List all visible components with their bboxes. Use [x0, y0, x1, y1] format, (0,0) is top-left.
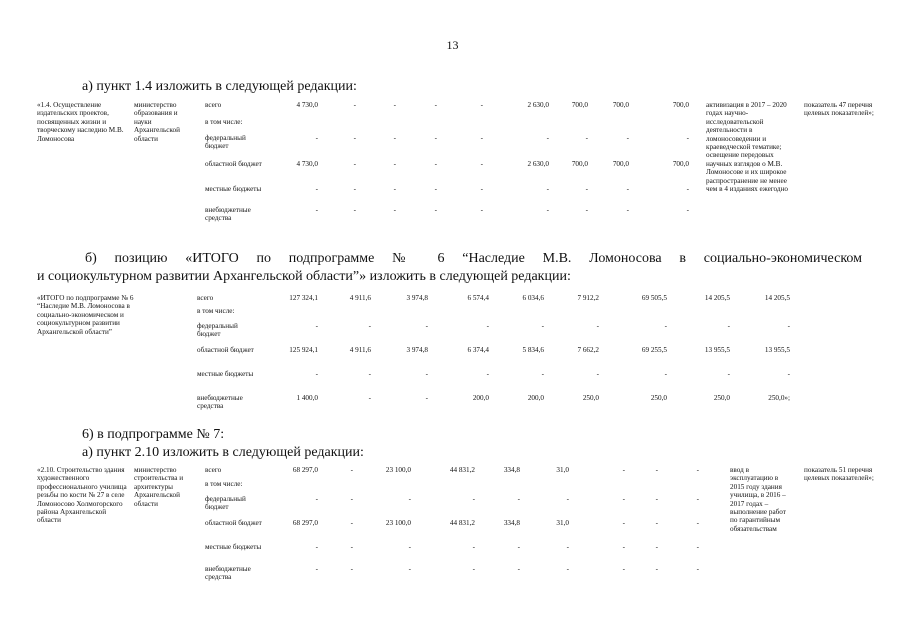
s3-reg-cell-8: - — [655, 519, 658, 527]
s2-label-fed: федеральный бюджет — [197, 322, 238, 339]
s1-reg-cell-4: - — [434, 160, 437, 168]
s1-loc-cell-1: - — [315, 185, 318, 193]
s2-ext-cell-4: 200,0 — [472, 394, 489, 402]
s3-fed-cell-1: - — [315, 495, 318, 503]
s3-ext-cell-5: - — [517, 565, 520, 573]
s2-reg-cell-7: 69 255,5 — [641, 346, 667, 354]
s1-loc-cell-9: - — [686, 185, 689, 193]
s2-label-ext: внебюджетные средства — [197, 394, 243, 411]
s2-total-cell-9: 14 205,5 — [764, 294, 790, 302]
s1-loc-cell-7: - — [585, 185, 588, 193]
s2-loc-cell-3: - — [425, 370, 428, 378]
s1-total-cell-6: 2 630,0 — [527, 101, 549, 109]
s1-reg-cell-5: - — [480, 160, 483, 168]
s1-loc-cell-5: - — [480, 185, 483, 193]
s2-fed-cell-7: - — [664, 322, 667, 330]
s2-total-cell-5: 6 034,6 — [522, 294, 544, 302]
s3-total-cell-9: - — [696, 466, 699, 474]
s2-fed-cell-8: - — [727, 322, 730, 330]
s2-loc-cell-2: - — [368, 370, 371, 378]
s3-fed-cell-3: - — [408, 495, 411, 503]
s2-ext-cell-3: - — [425, 394, 428, 402]
s1-ext-cell-2: - — [353, 206, 356, 214]
s2-fed-cell-2: - — [368, 322, 371, 330]
s3-reg-cell-9: - — [696, 519, 699, 527]
s3-executor: министерство строительства и архитектуры Архангельской области — [134, 466, 184, 508]
s3-label-total: всего — [205, 466, 222, 474]
s3-total-cell-8: - — [655, 466, 658, 474]
s2-reg-cell-2: 4 911,6 — [349, 346, 371, 354]
s3-expected-result: ввод в эксплуатацию в 2015 году здания училища, в 2016 – 2017 годах – выполнение работ по гарантийным обязательствам — [730, 466, 786, 533]
s3-loc-cell-1: - — [315, 543, 318, 551]
s2-reg-cell-4: 6 374,4 — [467, 346, 489, 354]
s1-total-cell-3: - — [393, 101, 396, 109]
s2-total-cell-7: 69 505,5 — [641, 294, 667, 302]
s1-fed-cell-4: - — [434, 134, 437, 142]
s1-fed-cell-2: - — [353, 134, 356, 142]
s1-ext-cell-9: - — [686, 206, 689, 214]
s2-fed-cell-9: - — [787, 322, 790, 330]
s2-total-cell-1: 127 324,1 — [289, 294, 318, 302]
section2-heading-line2: и социокультурном развитии Архангельской области”» изложить в следующей редакции: — [37, 269, 571, 284]
s2-fed-cell-6: - — [596, 322, 599, 330]
s1-reg-cell-3: - — [393, 160, 396, 168]
s2-ext-cell-8: 250,0 — [713, 394, 730, 402]
s2-total-cell-2: 4 911,6 — [349, 294, 371, 302]
s1-fed-cell-9: - — [686, 134, 689, 142]
s2-reg-cell-9: 13 955,5 — [764, 346, 790, 354]
s3-ext-cell-2: - — [350, 565, 353, 573]
s2-total-cell-3: 3 974,8 — [406, 294, 428, 302]
s2-reg-cell-1: 125 924,1 — [289, 346, 318, 354]
s3-total-cell-3: 23 100,0 — [385, 466, 411, 474]
s2-ext-cell-5: 200,0 — [527, 394, 544, 402]
s1-ext-cell-7: - — [585, 206, 588, 214]
s3-loc-cell-4: - — [472, 543, 475, 551]
s3-fed-cell-8: - — [655, 495, 658, 503]
s1-ext-cell-3: - — [393, 206, 396, 214]
s3-fed-cell-5: - — [517, 495, 520, 503]
s2-reg-cell-8: 13 955,5 — [704, 346, 730, 354]
s3-loc-cell-7: - — [622, 543, 625, 551]
s1-loc-cell-3: - — [393, 185, 396, 193]
s3-label-ext: внебюджетные средства — [205, 565, 251, 582]
s3-reg-cell-2: - — [350, 519, 353, 527]
s3-total-cell-5: 334,8 — [503, 466, 520, 474]
s3-loc-cell-9: - — [696, 543, 699, 551]
s3-total-cell-1: 68 297,0 — [292, 466, 318, 474]
s3-measure-name: «2.10. Строительство здания художественного профессионального училища резьбы по кости № 27 в селе Ломоносово Холмогорского района Архангельской области — [37, 466, 127, 525]
s3-label-incl: в том числе: — [205, 480, 243, 488]
s1-label-fed: федеральный бюджет — [205, 134, 246, 151]
s3-ext-cell-7: - — [622, 565, 625, 573]
s1-fed-cell-7: - — [585, 134, 588, 142]
s2-label-loc: местные бюджеты — [197, 370, 254, 378]
s2-label-total: всего — [197, 294, 214, 302]
s1-ext-cell-1: - — [315, 206, 318, 214]
s2-ext-cell-2: - — [368, 394, 371, 402]
s2-loc-cell-8: - — [727, 370, 730, 378]
s2-ext-cell-6: 250,0 — [582, 394, 599, 402]
s3-total-cell-4: 44 831,2 — [449, 466, 475, 474]
s1-fed-cell-8: - — [626, 134, 629, 142]
s1-total-cell-5: - — [480, 101, 483, 109]
s3-ext-cell-1: - — [315, 565, 318, 573]
s3-loc-cell-6: - — [566, 543, 569, 551]
s2-loc-cell-9: - — [787, 370, 790, 378]
s3-ext-cell-9: - — [696, 565, 699, 573]
s2-loc-cell-6: - — [596, 370, 599, 378]
s2-fed-cell-4: - — [486, 322, 489, 330]
section2-heading — [37, 250, 862, 286]
s1-loc-cell-8: - — [626, 185, 629, 193]
s2-label-incl: в том числе: — [197, 307, 235, 315]
s3-label-loc: местные бюджеты — [205, 543, 262, 551]
s1-total-cell-1: 4 730,0 — [296, 101, 318, 109]
section3-subprogram-heading: 6) в подпрограмме № 7: — [82, 427, 225, 442]
s2-loc-cell-5: - — [541, 370, 544, 378]
s2-reg-cell-5: 5 834,6 — [522, 346, 544, 354]
s2-total-cell-6: 7 912,2 — [577, 294, 599, 302]
s1-loc-cell-6: - — [546, 185, 549, 193]
s1-total-cell-9: 700,0 — [672, 101, 689, 109]
s1-target-indicator: показатель 47 перечня целевых показателей»; — [804, 101, 874, 118]
s1-label-loc: местные бюджеты — [205, 185, 262, 193]
s3-reg-cell-6: 31,0 — [556, 519, 569, 527]
s1-ext-cell-8: - — [626, 206, 629, 214]
s1-total-cell-7: 700,0 — [571, 101, 588, 109]
s2-loc-cell-1: - — [315, 370, 318, 378]
s3-total-cell-7: - — [622, 466, 625, 474]
s2-total-cell-4: 6 574,4 — [467, 294, 489, 302]
s2-ext-cell-9: 250,0»; — [768, 394, 790, 402]
s1-total-cell-4: - — [434, 101, 437, 109]
s1-label-incl: в том числе: — [205, 118, 243, 126]
s1-executor: министерство образования и науки Архангельской области — [134, 101, 180, 143]
s1-fed-cell-5: - — [480, 134, 483, 142]
s3-fed-cell-2: - — [350, 495, 353, 503]
s1-reg-cell-1: 4 730,0 — [296, 160, 318, 168]
section3-heading: а) пункт 2.10 изложить в следующей редакции: — [82, 445, 364, 460]
s1-fed-cell-6: - — [546, 134, 549, 142]
s3-label-reg: областной бюджет — [205, 519, 262, 527]
s1-fed-cell-1: - — [315, 134, 318, 142]
s3-loc-cell-2: - — [350, 543, 353, 551]
s3-reg-cell-4: 44 831,2 — [449, 519, 475, 527]
s1-fed-cell-3: - — [393, 134, 396, 142]
s3-fed-cell-9: - — [696, 495, 699, 503]
s2-ext-cell-1: 1 400,0 — [296, 394, 318, 402]
section1-heading: а) пункт 1.4 изложить в следующей редакции: — [82, 79, 357, 94]
s1-ext-cell-6: - — [546, 206, 549, 214]
s1-total-cell-8: 700,0 — [612, 101, 629, 109]
s3-reg-cell-1: 68 297,0 — [292, 519, 318, 527]
s2-loc-cell-7: - — [664, 370, 667, 378]
s3-fed-cell-7: - — [622, 495, 625, 503]
s1-label-total: всего — [205, 101, 222, 109]
s3-ext-cell-8: - — [655, 565, 658, 573]
s3-reg-cell-3: 23 100,0 — [385, 519, 411, 527]
s3-ext-cell-6: - — [566, 565, 569, 573]
s3-reg-cell-7: - — [622, 519, 625, 527]
s1-reg-cell-7: 700,0 — [571, 160, 588, 168]
s2-reg-cell-3: 3 974,8 — [406, 346, 428, 354]
s1-loc-cell-2: - — [353, 185, 356, 193]
s3-target-indicator: показатель 51 перечня целевых показателей»; — [804, 466, 874, 483]
s1-reg-cell-6: 2 630,0 — [527, 160, 549, 168]
s3-total-cell-2: - — [350, 466, 353, 474]
s2-total-cell-8: 14 205,5 — [704, 294, 730, 302]
s2-fed-cell-5: - — [541, 322, 544, 330]
s1-reg-cell-8: 700,0 — [612, 160, 629, 168]
s3-ext-cell-4: - — [472, 565, 475, 573]
s3-loc-cell-8: - — [655, 543, 658, 551]
s2-fed-cell-1: - — [315, 322, 318, 330]
s3-ext-cell-3: - — [408, 565, 411, 573]
s3-loc-cell-5: - — [517, 543, 520, 551]
s2-label-reg: областной бюджет — [197, 346, 254, 354]
s2-loc-cell-4: - — [486, 370, 489, 378]
s2-ext-cell-7: 250,0 — [650, 394, 667, 402]
s2-fed-cell-3: - — [425, 322, 428, 330]
s3-loc-cell-3: - — [408, 543, 411, 551]
s1-expected-result: активизация в 2017 – 2020 годах научно-исследовательской деятельности в ломоносоведении и краеведческой тематике; освещение передовых научных взглядов о М.В. Ломоносове и их широкое распространение не менее чем в 4 изданиях ежегодно — [706, 101, 789, 194]
section2-heading-line1: б) позицию «ИТОГО по подпрограмме № 6 “Наследие М.В. Ломоносова в социально-экономическом — [85, 251, 862, 266]
s1-ext-cell-4: - — [434, 206, 437, 214]
page-number: 13 — [446, 38, 459, 52]
s3-label-fed: федеральный бюджет — [205, 495, 246, 512]
s1-ext-cell-5: - — [480, 206, 483, 214]
s1-reg-cell-2: - — [353, 160, 356, 168]
s1-measure-name: «1.4. Осуществление издательских проектов, посвященных жизни и творческому наследию М.В. Ломоносова — [37, 101, 124, 143]
s1-loc-cell-4: - — [434, 185, 437, 193]
s1-label-ext: внебюджетные средства — [205, 206, 251, 223]
s2-reg-cell-6: 7 662,2 — [577, 346, 599, 354]
s3-reg-cell-5: 334,8 — [503, 519, 520, 527]
s1-total-cell-2: - — [353, 101, 356, 109]
s2-total-name: «ИТОГО по подпрограмме № 6 “Наследие М.В. Ломоносова в социально-экономическом и социокультурном развитии Архангельской области” — [37, 294, 134, 336]
s3-total-cell-6: 31,0 — [556, 466, 569, 474]
s3-fed-cell-6: - — [566, 495, 569, 503]
s1-label-reg: областной бюджет — [205, 160, 262, 168]
s1-reg-cell-9: 700,0 — [672, 160, 689, 168]
s3-fed-cell-4: - — [472, 495, 475, 503]
